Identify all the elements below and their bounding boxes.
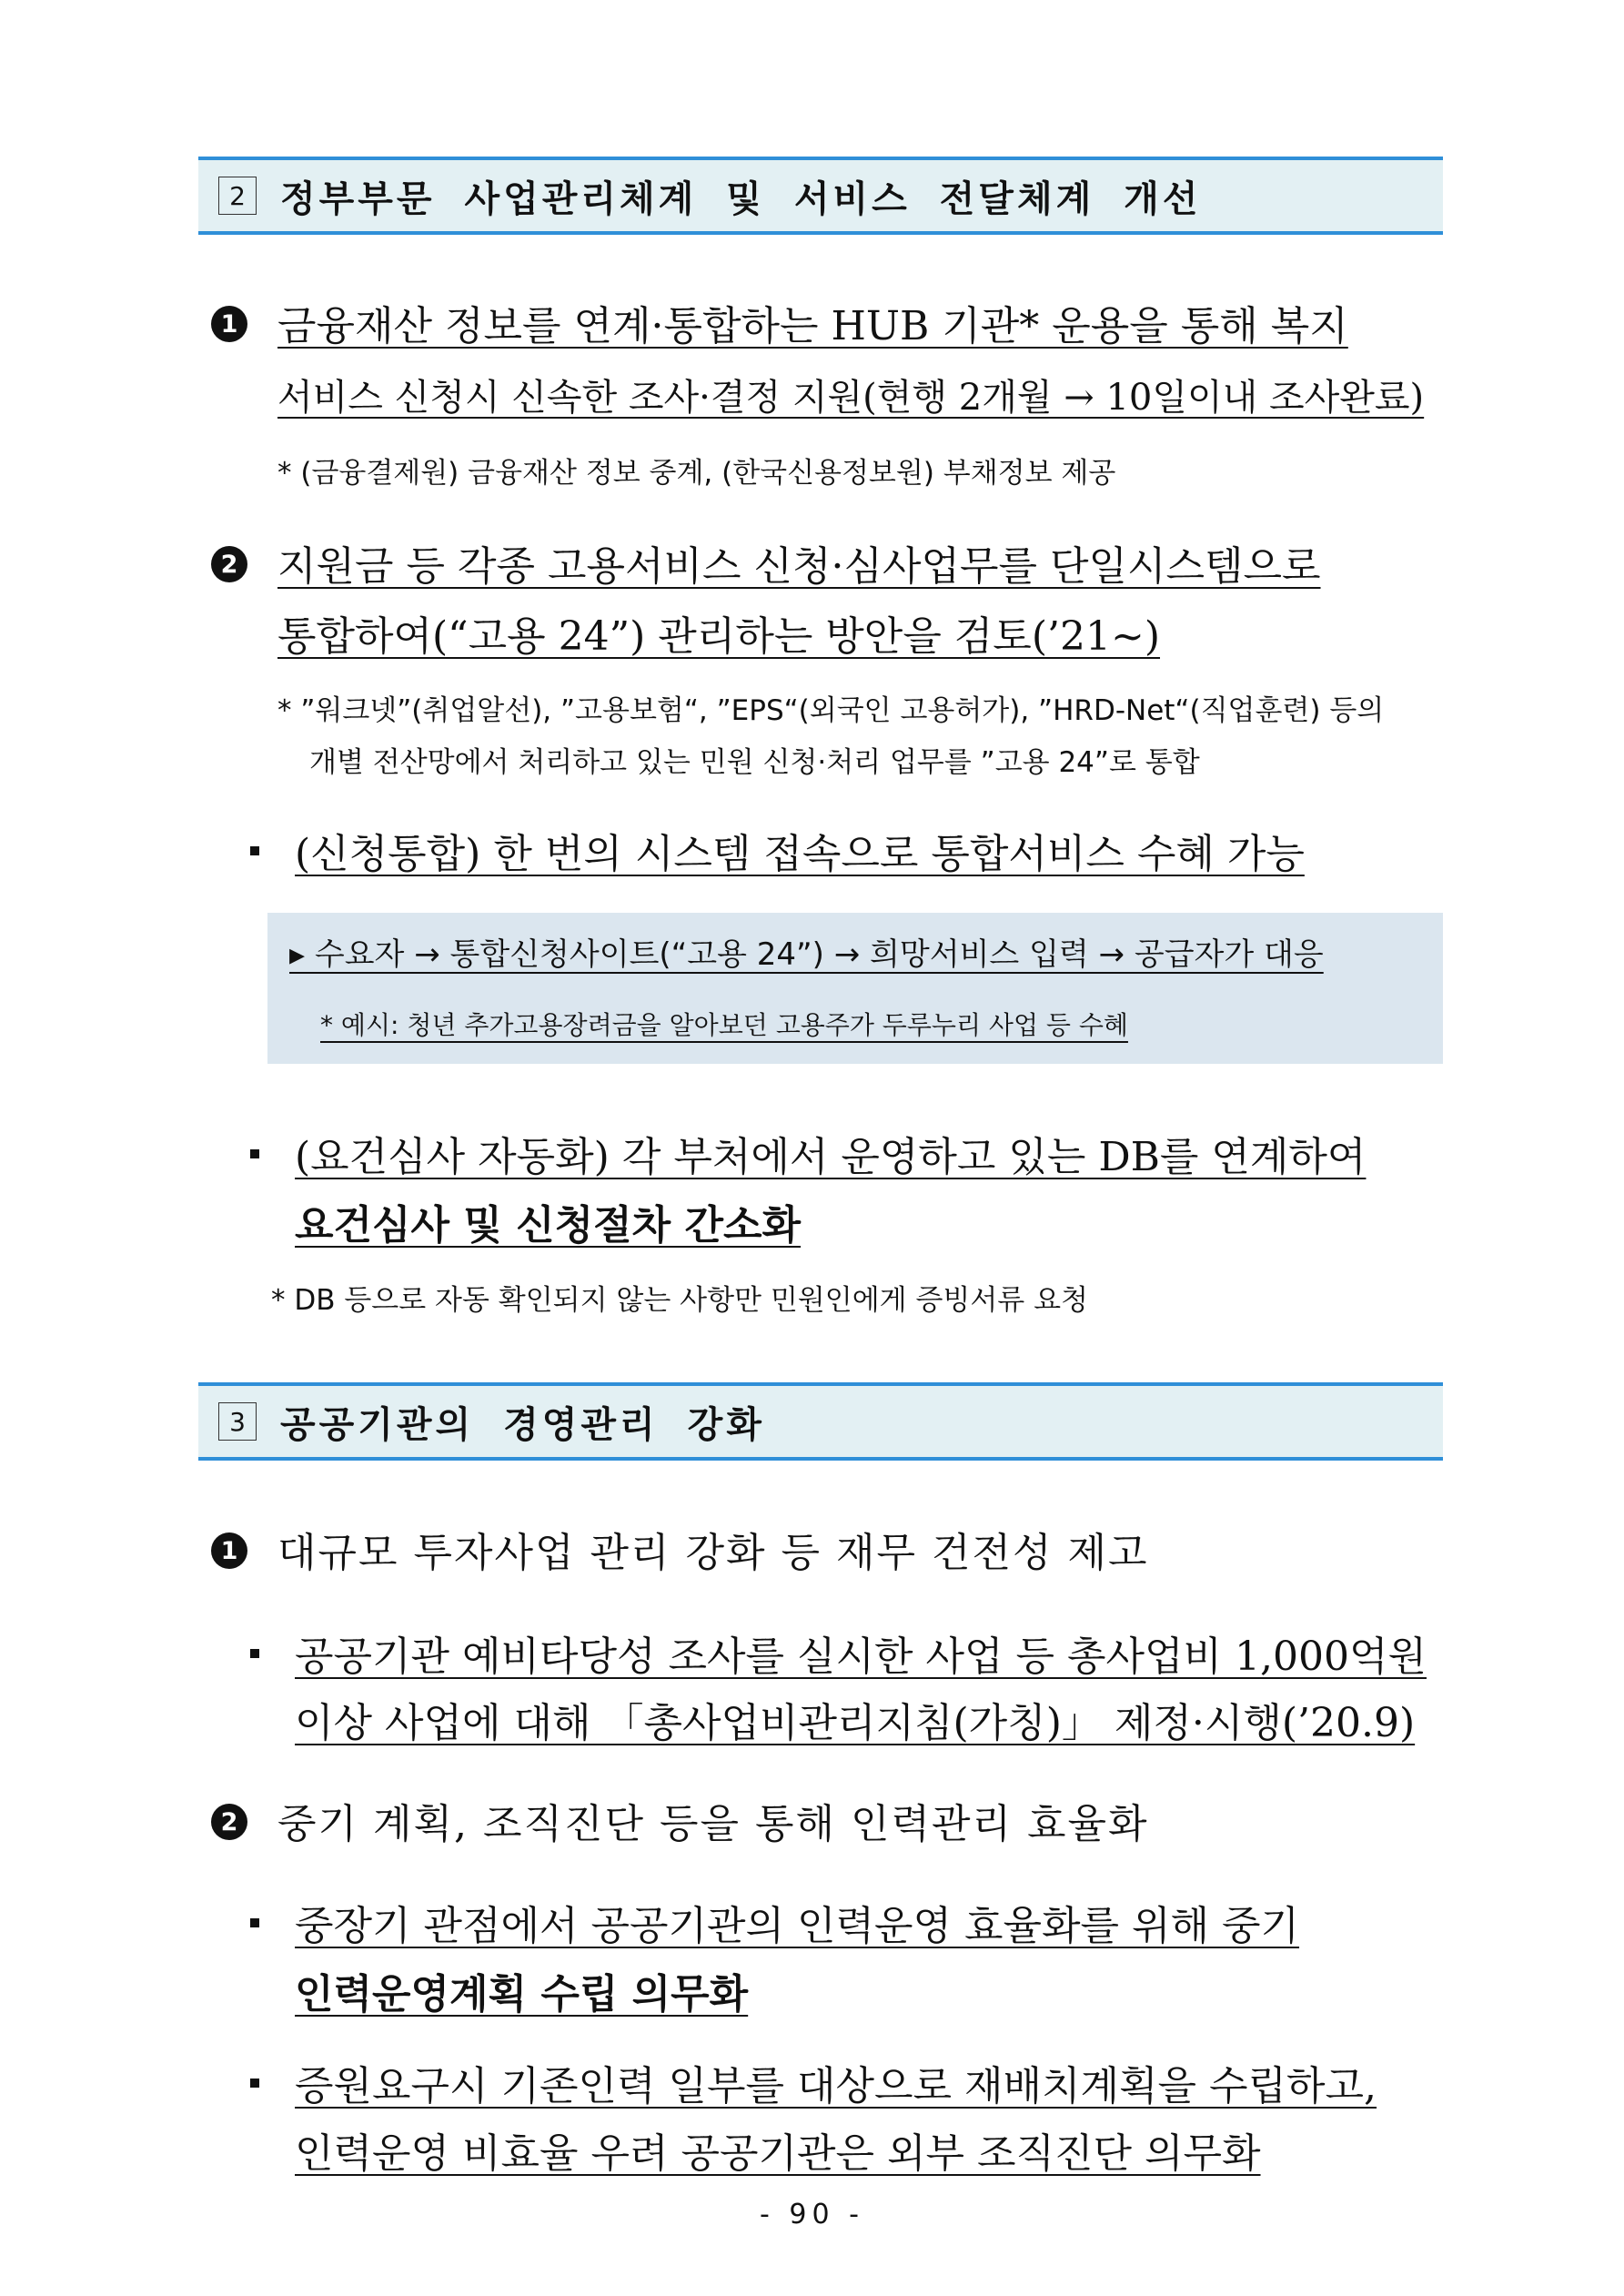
circle-number-icon: 2	[211, 1804, 247, 1840]
item-text-line: 중기 계획, 조직진단 등을 통해 인력관리 효율화	[277, 1801, 1149, 1847]
example-box-line: ▸ 수요자 → 통합신청사이트(“고용 24”) → 희망서비스 입력 → 공급자가 대응	[289, 936, 1324, 973]
section-title: 공공기관의 경영관리 강화	[280, 1403, 765, 1446]
bullet-text: 요건심사 및 신청절차 간소화	[295, 1202, 802, 1249]
bullet-icon	[250, 1918, 259, 1927]
footnote: * DB 등으로 자동 확인되지 않는 사항만 민원인에게 증빙서류 요청	[271, 1284, 1088, 1317]
bullet-text: 공공기관 예비타당성 조사를 실시한 사업 등 총사업비 1,000억원	[295, 1633, 1427, 1680]
section-number: 3	[218, 1402, 257, 1441]
footnote: * ”워크넷”(취업알선), ”고용보험“, ”EPS“(외국인 고용허가), ”HRD-Net“(직업훈련) 등의	[277, 694, 1385, 727]
section-title: 정부부문 사업관리체계 및 서비스 전달체계 개선	[280, 177, 1202, 220]
bullet-icon	[250, 846, 259, 855]
item-text-line: 서비스 신청시 신속한 조사·결정 지원(현행 2개월 → 10일이내 조사완료)	[277, 377, 1425, 419]
section-number: 2	[218, 177, 257, 215]
footnote: * (금융결제원) 금융재산 정보 중계, (한국신용정보원) 부채정보 제공	[277, 457, 1116, 490]
bullet-text: 인력운영 비효율 우려 공공기관은 외부 조직진단 의무화	[295, 2130, 1261, 2177]
example-box-note: * 예시: 청년 추가고용장려금을 알아보던 고용주가 두루누리 사업 등 수혜	[320, 1010, 1128, 1040]
bullet-text: 증원요구시 기존인력 일부를 대상으로 재배치계획을 수립하고,	[295, 2063, 1377, 2109]
section-header-3	[198, 1382, 1443, 1461]
bullet-icon	[250, 2079, 259, 2088]
item-text-line: 금융재산 정보를 연계·통합하는 HUB 기관* 운용을 통해 복지	[277, 303, 1348, 349]
bullet-text: (요건심사 자동화) 각 부처에서 운영하고 있는 DB를 연계하여	[295, 1134, 1367, 1180]
bullet-icon	[250, 1649, 259, 1658]
section-header-2	[198, 157, 1443, 235]
circle-number-icon: 1	[211, 1532, 247, 1569]
circle-number-icon: 1	[211, 306, 247, 342]
item-text-line: 통합하여(“고용 24”) 관리하는 방안을 검토(’21~)	[277, 613, 1160, 660]
bullet-text: 인력운영계획 수립 의무화	[295, 1971, 749, 2018]
item-text-line: 지원금 등 각종 고용서비스 신청·심사업무를 단일시스템으로	[277, 543, 1321, 590]
bullet-text: (신청통합) 한 번의 시스템 접속으로 통합서비스 수혜 가능	[295, 831, 1305, 877]
circle-number-icon: 2	[211, 546, 247, 582]
page-number: - 90 -	[760, 2199, 864, 2230]
bullet-icon	[250, 1149, 259, 1158]
footnote: 개별 전산망에서 처리하고 있는 민원 신청·처리 업무를 ”고용 24”로 통합	[309, 746, 1200, 779]
bullet-text: 이상 사업에 대해 「총사업비관리지침(가칭)」 제정·시행(’20.9)	[295, 1700, 1416, 1746]
item-text-line: 대규모 투자사업 관리 강화 등 재무 건전성 제고	[277, 1530, 1149, 1576]
bullet-text: 중장기 관점에서 공공기관의 인력운영 효율화를 위해 중기	[295, 1903, 1300, 1949]
